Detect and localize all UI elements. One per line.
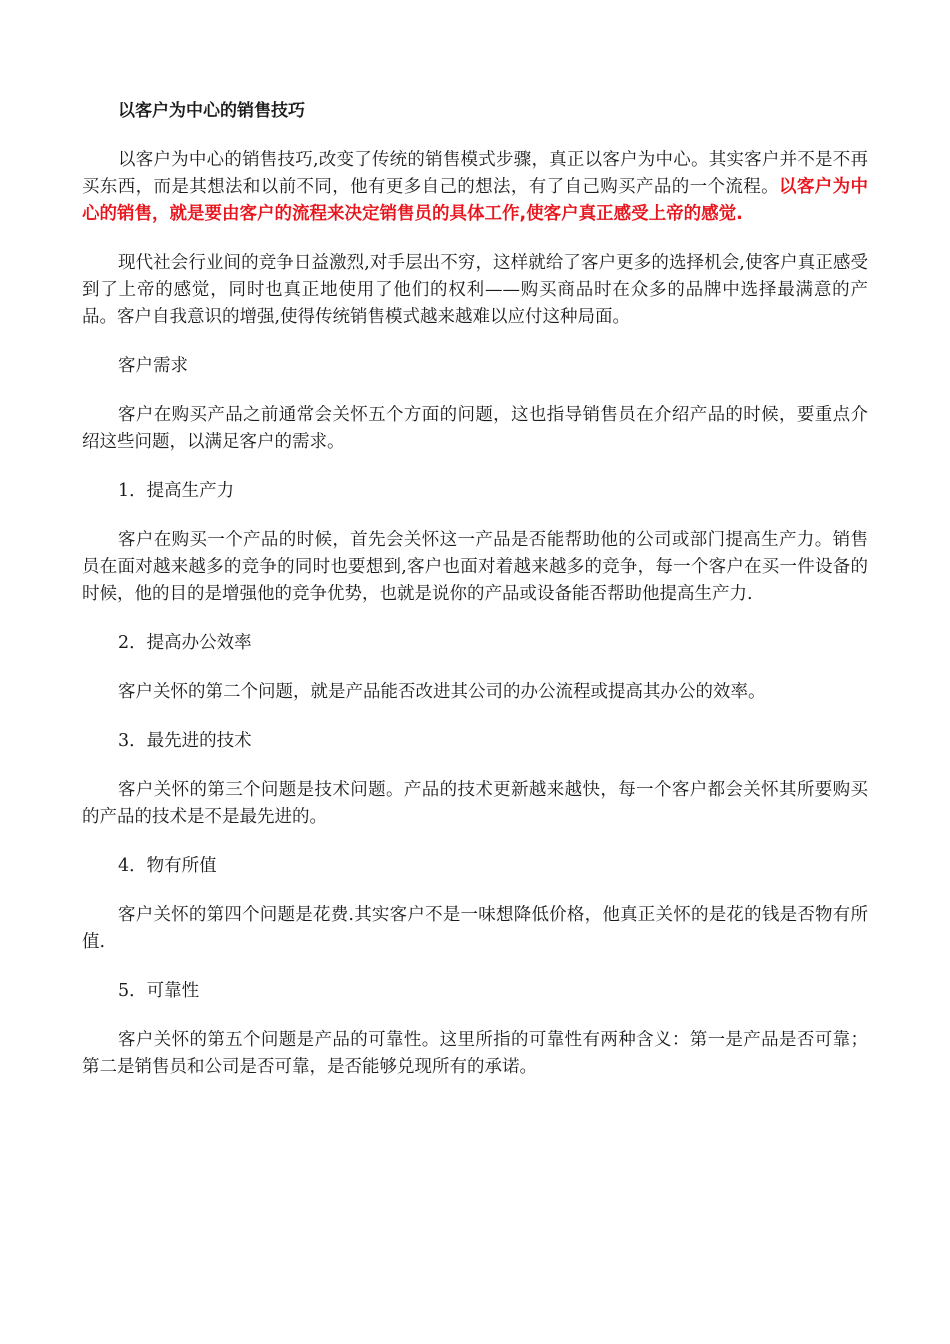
item-body-2: 客户关怀的第二个问题，就是产品能否改进其公司的办公流程或提高其办公的效率。: [118, 682, 766, 702]
document-title: 以客户为中心的销售技巧: [118, 101, 305, 121]
item-body-1: 客户在购买一个产品的时候，首先会关怀这一产品是否能帮助他的公司或部门提高生产力。销售员在面对越来越多的竞争的同时也要想到,客户也面对着越来越多的竞争，每一个客户在买一件设备的时候，他的目的是增强他的竞争优势，也就是说你的产品或设备能否帮助他提高生产力.: [82, 530, 868, 604]
intro-highlight: 以客户为中心的销售，就是要由客户的流程来决定销售员的具体工作,使客户真正感受上帝的感觉.: [82, 177, 869, 224]
competition-paragraph: 现代社会行业间的竞争日益激烈,对手层出不穷，这样就给了客户更多的选择机会,使客户真正感受到了上帝的感觉，同时也真正地使用了他们的权利——购买商品时在众多的品牌中选择最满意的产品。客户自我意识的增强,使得传统销售模式越来越难以应付这种局面。: [82, 253, 868, 327]
intro-paragraph: [82, 147, 868, 228]
item-heading-4: 4．物有所值: [118, 856, 217, 876]
item-heading-3: 3．最先进的技术: [118, 731, 252, 751]
intro-text: 以客户为中心的销售技巧,改变了传统的销售模式步骤，真正以客户为中心。其实客户并不是不再买东西，而是其想法和以前不同，他有更多自己的想法，有了自己购买产品的一个流程。: [82, 150, 868, 197]
item-body-4: 客户关怀的第四个问题是花费.其实客户不是一味想降低价格，他真正关怀的是花的钱是否物有所值.: [82, 905, 868, 952]
item-heading-1: 1．提高生产力: [118, 481, 235, 501]
section-heading: 客户需求: [118, 356, 188, 376]
item-heading-5: 5．可靠性: [118, 981, 200, 1001]
item-heading-2: 2．提高办公效率: [118, 633, 252, 653]
section-intro-paragraph: 客户在购买产品之前通常会关怀五个方面的问题，这也指导销售员在介绍产品的时候，要重点介绍这些问题，以满足客户的需求。: [82, 405, 868, 452]
item-body-3: 客户关怀的第三个问题是技术问题。产品的技术更新越来越快，每一个客户都会关怀其所要购买的产品的技术是不是最先进的。: [82, 780, 868, 827]
item-body-5: 客户关怀的第五个问题是产品的可靠性。这里所指的可靠性有两种含义：第一是产品是否可靠；第二是销售员和公司是否可靠，是否能够兑现所有的承诺。: [82, 1030, 868, 1077]
document-page: [82, 98, 868, 1103]
